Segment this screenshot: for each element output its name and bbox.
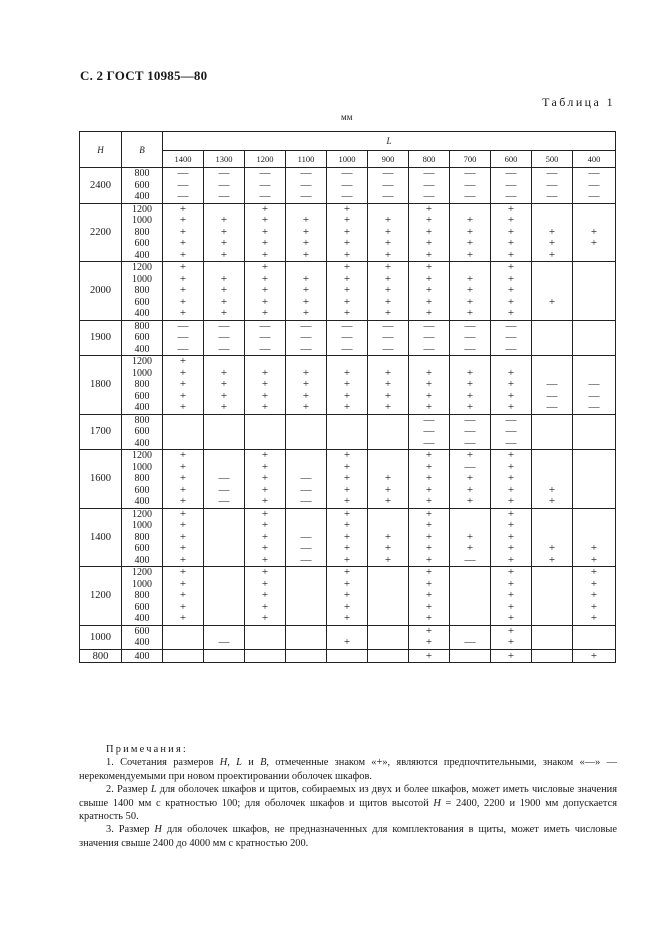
depth-value: 600 bbox=[134, 179, 150, 191]
depth-value: 1200 bbox=[132, 356, 152, 367]
combination-cell: + + + + + bbox=[409, 262, 450, 321]
combination-cell: + + + + + bbox=[491, 203, 532, 262]
combination-cell: + + + + + bbox=[163, 203, 204, 262]
combination-cell: + bbox=[327, 625, 368, 649]
l-value-header: 700 bbox=[450, 150, 491, 167]
note-1 bbox=[79, 756, 617, 783]
l-value-header: 800 bbox=[409, 150, 450, 167]
combination-cell: + + + + + bbox=[409, 203, 450, 262]
combination-cell: — — — bbox=[327, 168, 368, 204]
table-row bbox=[80, 567, 616, 626]
combination-cell: + + bbox=[409, 625, 450, 649]
combination-cell: + + + + bbox=[245, 356, 286, 415]
note-3 bbox=[79, 823, 617, 850]
combination-cell: — — — bbox=[368, 168, 409, 204]
depth-value: 600 bbox=[134, 625, 150, 637]
note-2 bbox=[79, 783, 617, 823]
combination-cell: + + + + + bbox=[245, 508, 286, 567]
depth-value: 400 bbox=[134, 554, 150, 566]
note-1-text-c: отмеченные знаком «+», являются предпочтительными, знаком «—» — нерекомендуемыми при новом проектировании оболочек шкафов. bbox=[79, 757, 617, 782]
combination-cell bbox=[245, 649, 286, 663]
combination-cell bbox=[286, 649, 327, 663]
l-value-header: 900 bbox=[368, 150, 409, 167]
combination-cell: + + bbox=[573, 508, 616, 567]
column-header-b: B bbox=[122, 132, 163, 168]
depth-value: 600 bbox=[134, 238, 150, 249]
note-1-text-b: и bbox=[241, 757, 261, 769]
combination-cell: + + + + bbox=[450, 262, 491, 321]
height-value: 1000 bbox=[80, 625, 122, 649]
depth-value: 600 bbox=[134, 390, 150, 402]
combination-cell bbox=[532, 567, 573, 626]
combination-cell bbox=[573, 262, 616, 321]
combination-cell: + + + + + bbox=[327, 567, 368, 626]
combination-cell: + + + + bbox=[409, 356, 450, 415]
table-row bbox=[80, 450, 616, 509]
l-value-header: 600 bbox=[491, 150, 532, 167]
combination-cell: — — — bbox=[573, 168, 616, 204]
depth-values bbox=[122, 168, 163, 204]
depth-value: 1200 bbox=[132, 567, 152, 578]
combination-cell: + + bbox=[491, 625, 532, 649]
combination-cell: — — — bbox=[204, 450, 245, 509]
height-value: 1800 bbox=[80, 356, 122, 415]
combination-cell bbox=[163, 649, 204, 663]
combination-cell: + + + + bbox=[286, 356, 327, 415]
depth-value: 800 bbox=[134, 379, 150, 390]
combination-cell: + + + + + bbox=[163, 356, 204, 415]
combination-cell: — — — bbox=[450, 320, 491, 356]
depth-value: 600 bbox=[134, 484, 150, 496]
depth-value: 600 bbox=[134, 543, 150, 554]
combination-cell: + + + + + bbox=[327, 450, 368, 509]
height-value: 1200 bbox=[80, 567, 122, 626]
l-value-header: 1200 bbox=[245, 150, 286, 167]
combination-cell: + + + + bbox=[368, 356, 409, 415]
note-3-text-a: 3. Размер bbox=[106, 824, 155, 836]
combination-cell bbox=[163, 414, 204, 450]
l-value-header: 1100 bbox=[286, 150, 327, 167]
combination-cell bbox=[204, 649, 245, 663]
depth-value: 1000 bbox=[132, 273, 152, 285]
depth-values bbox=[122, 567, 163, 626]
depth-value: 600 bbox=[134, 296, 150, 308]
depth-value: 1000 bbox=[132, 578, 152, 590]
combination-cell: + + + + + bbox=[245, 567, 286, 626]
combination-cell: + + + + bbox=[491, 356, 532, 415]
combination-cell: + + bbox=[573, 203, 616, 262]
note-3-text-b: для оболочек шкафов, не предназначенных для комплектования в щиты, может иметь числовые значения свыше 2400 до 4000 мм с кратностью 200. bbox=[79, 824, 617, 849]
depth-value: 400 bbox=[134, 496, 150, 507]
table-row bbox=[80, 625, 616, 649]
combination-cell: — — — bbox=[163, 320, 204, 356]
combination-cell: + bbox=[409, 649, 450, 663]
combination-cell: + + + + bbox=[204, 203, 245, 262]
combination-cell: — — — bbox=[409, 414, 450, 450]
combination-cell bbox=[532, 320, 573, 356]
table-row bbox=[80, 320, 616, 356]
depth-value: 400 bbox=[134, 249, 150, 261]
depth-value: 1000 bbox=[132, 520, 152, 531]
combination-cell: + bbox=[532, 262, 573, 321]
column-header-h: H bbox=[80, 132, 122, 168]
depth-value: 1000 bbox=[132, 461, 152, 473]
note-3-symbol-h: H bbox=[154, 824, 162, 836]
combination-cell: + + + + + bbox=[409, 508, 450, 567]
height-value: 1700 bbox=[80, 414, 122, 450]
combination-cell: — — — bbox=[327, 320, 368, 356]
height-value: 2200 bbox=[80, 203, 122, 262]
depth-value: 400 bbox=[134, 637, 150, 648]
table-body bbox=[80, 168, 616, 663]
table-row bbox=[80, 508, 616, 567]
combination-cell: — — — bbox=[573, 356, 616, 415]
depth-value: 1200 bbox=[132, 450, 152, 461]
l-value-header: 400 bbox=[573, 150, 616, 167]
combination-cell bbox=[286, 414, 327, 450]
depth-value: 800 bbox=[134, 414, 150, 426]
combination-cell bbox=[327, 649, 368, 663]
combination-cell: + + + + bbox=[450, 356, 491, 415]
combination-cell: + + + + + bbox=[163, 508, 204, 567]
combination-cell: + + — bbox=[450, 508, 491, 567]
combination-cell bbox=[368, 649, 409, 663]
note-2-text-a: 2. Размер bbox=[106, 784, 151, 796]
combination-cell: — — — bbox=[368, 320, 409, 356]
l-value-header: 1000 bbox=[327, 150, 368, 167]
combination-cell: + + + + + bbox=[491, 450, 532, 509]
combination-cell bbox=[204, 414, 245, 450]
combination-cell: + + + + + bbox=[368, 262, 409, 321]
note-2-symbol-h: H bbox=[433, 797, 441, 809]
combination-cell bbox=[163, 625, 204, 649]
combination-cell: + bbox=[573, 649, 616, 663]
l-value-header: 1300 bbox=[204, 150, 245, 167]
depth-value: 600 bbox=[134, 332, 150, 343]
depth-value: 1200 bbox=[132, 203, 152, 215]
note-1-text-a: 1. Сочетания размеров bbox=[106, 757, 220, 769]
combination-cell: + + bbox=[532, 450, 573, 509]
l-value-header: 1400 bbox=[163, 150, 204, 167]
table-row bbox=[80, 649, 616, 663]
depth-value: 800 bbox=[134, 285, 150, 296]
combination-cell bbox=[573, 450, 616, 509]
combination-cell bbox=[368, 414, 409, 450]
combination-cell: + + + bbox=[532, 203, 573, 262]
height-value: 2000 bbox=[80, 262, 122, 321]
combination-cell: — bbox=[204, 625, 245, 649]
table-row bbox=[80, 168, 616, 204]
combination-cell bbox=[573, 414, 616, 450]
combination-cell bbox=[327, 414, 368, 450]
notes bbox=[79, 743, 617, 850]
note-2-symbol-l: L bbox=[150, 784, 157, 796]
combination-cell: + + + + + bbox=[491, 508, 532, 567]
combination-cell: — — — bbox=[450, 414, 491, 450]
depth-value: 800 bbox=[134, 473, 150, 484]
table-label: Таблица 1 bbox=[542, 95, 615, 109]
depth-value: 1000 bbox=[132, 367, 152, 379]
height-value: 1600 bbox=[80, 450, 122, 509]
combination-cell: — — — bbox=[532, 356, 573, 415]
combination-cell: — — — bbox=[245, 168, 286, 204]
combination-cell: — — — bbox=[204, 320, 245, 356]
combination-cell bbox=[573, 320, 616, 356]
combination-cell: + — + + + bbox=[450, 450, 491, 509]
combination-cell bbox=[450, 567, 491, 626]
combination-cell bbox=[286, 625, 327, 649]
combination-cell: + bbox=[491, 649, 532, 663]
note-1-symbol-b: B, bbox=[260, 757, 270, 769]
combination-cell: + + + + bbox=[450, 203, 491, 262]
combination-cell: — — — bbox=[163, 168, 204, 204]
combination-cell: + + + + + bbox=[163, 567, 204, 626]
combination-cell: — — — bbox=[409, 168, 450, 204]
combination-cell bbox=[204, 567, 245, 626]
notes-title: Примечания: bbox=[106, 744, 189, 755]
combination-cell: — — — bbox=[245, 320, 286, 356]
depth-values bbox=[122, 414, 163, 450]
table-row bbox=[80, 203, 616, 262]
combination-cell: + + + + + bbox=[327, 508, 368, 567]
combination-cell: + + + + bbox=[286, 262, 327, 321]
page-header: С. 2 ГОСТ 10985—80 bbox=[80, 68, 208, 83]
combination-cell: + + + + + bbox=[491, 262, 532, 321]
table-row bbox=[80, 356, 616, 415]
l-value-header: 500 bbox=[532, 150, 573, 167]
combination-cell: + + + + bbox=[368, 203, 409, 262]
depth-value: 400 bbox=[134, 343, 150, 355]
depth-value: 800 bbox=[134, 531, 150, 543]
height-value: 2400 bbox=[80, 168, 122, 204]
column-header-l: L bbox=[163, 132, 616, 151]
combination-cell bbox=[450, 649, 491, 663]
depth-value: 600 bbox=[134, 426, 150, 437]
combination-cell: + + + bbox=[368, 450, 409, 509]
combination-cell: — — — bbox=[450, 168, 491, 204]
combination-cell: + + + + + bbox=[409, 567, 450, 626]
depth-value: 800 bbox=[134, 168, 150, 179]
combination-cell: — — — bbox=[286, 320, 327, 356]
note-2-text-b: для оболочек шкафов и щитов, собираемых из двух и более шкафов, может иметь числовые значения свыше 1400 мм с кратностью 100; для оболочек шкафов и щитов высотой bbox=[79, 784, 617, 809]
combination-cell: — bbox=[450, 625, 491, 649]
combination-cell bbox=[532, 649, 573, 663]
depth-value: 600 bbox=[134, 601, 150, 613]
combination-cell bbox=[368, 625, 409, 649]
depth-value: 400 bbox=[134, 402, 150, 413]
combination-cell bbox=[532, 625, 573, 649]
depth-value: 1200 bbox=[132, 262, 152, 273]
height-value: 1900 bbox=[80, 320, 122, 356]
combination-cell: — — — bbox=[204, 168, 245, 204]
combination-cell: — — — bbox=[286, 508, 327, 567]
combination-cell: + + + + + bbox=[409, 450, 450, 509]
depth-values bbox=[122, 649, 163, 663]
depth-value: 800 bbox=[134, 320, 150, 332]
combination-cell: — — — bbox=[491, 320, 532, 356]
combination-cell bbox=[245, 414, 286, 450]
combination-cell: + + + bbox=[368, 508, 409, 567]
height-value: 800 bbox=[80, 649, 122, 663]
depth-value: 400 bbox=[134, 437, 150, 449]
combination-cell: + + bbox=[532, 508, 573, 567]
depth-value: 400 bbox=[134, 613, 150, 624]
combination-cell bbox=[286, 567, 327, 626]
combination-cell: + + + + + bbox=[491, 567, 532, 626]
combination-cell: + + + + + bbox=[245, 450, 286, 509]
combination-cell bbox=[368, 567, 409, 626]
combination-cell bbox=[245, 625, 286, 649]
combination-cell: + + + + + bbox=[163, 450, 204, 509]
note-1-symbols: H, L bbox=[219, 757, 242, 769]
combination-cell: + + + + bbox=[327, 356, 368, 415]
combination-cell: — — — bbox=[409, 320, 450, 356]
combination-cell bbox=[204, 508, 245, 567]
depth-value: 400 bbox=[134, 191, 150, 202]
depth-values bbox=[122, 625, 163, 649]
depth-values bbox=[122, 450, 163, 509]
sizes-table bbox=[79, 131, 616, 663]
combination-cell: + + + + + bbox=[327, 203, 368, 262]
combination-cell bbox=[573, 625, 616, 649]
note-2-text-c: = 2400, 2200 и 1900 мм допускается кратность 50. bbox=[79, 797, 617, 823]
depth-values bbox=[122, 262, 163, 321]
combination-cell: + + + + + bbox=[327, 262, 368, 321]
depth-values bbox=[122, 508, 163, 567]
depth-value: 400 bbox=[134, 308, 150, 319]
combination-cell: — — — bbox=[532, 168, 573, 204]
combination-cell: + + + + bbox=[204, 262, 245, 321]
combination-cell: — — — bbox=[286, 168, 327, 204]
combination-cell: + + + + + bbox=[163, 262, 204, 321]
combination-cell: + + + + bbox=[286, 203, 327, 262]
depth-values bbox=[122, 203, 163, 262]
combination-cell: + + + + + bbox=[245, 203, 286, 262]
combination-cell: + + + + bbox=[204, 356, 245, 415]
table-row bbox=[80, 262, 616, 321]
depth-values bbox=[122, 356, 163, 415]
unit-label: мм bbox=[341, 112, 353, 122]
combination-cell bbox=[532, 414, 573, 450]
depth-value: 400 bbox=[134, 650, 150, 662]
depth-value: 800 bbox=[134, 590, 150, 601]
combination-cell: — — — bbox=[491, 414, 532, 450]
depth-value: 800 bbox=[134, 226, 150, 238]
combination-cell: — — — bbox=[491, 168, 532, 204]
height-value: 1400 bbox=[80, 508, 122, 567]
depth-value: 1200 bbox=[132, 508, 152, 520]
combination-cell: + + + + + bbox=[245, 262, 286, 321]
combination-cell: — — — bbox=[286, 450, 327, 509]
combination-cell: + + + + + bbox=[573, 567, 616, 626]
table-row bbox=[80, 414, 616, 450]
depth-value: 1000 bbox=[132, 215, 152, 226]
depth-values bbox=[122, 320, 163, 356]
